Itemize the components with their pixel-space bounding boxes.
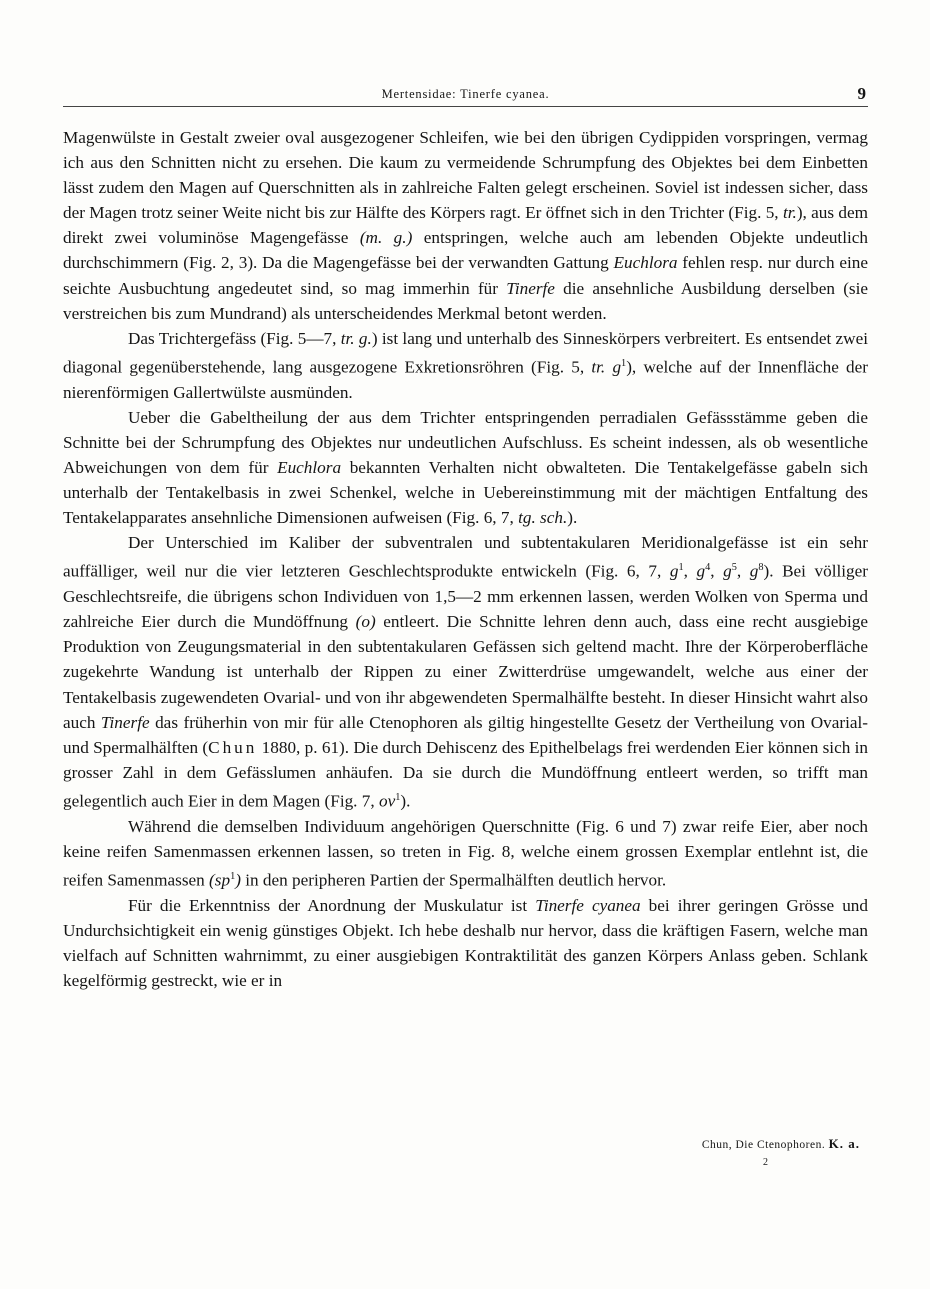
text-run: tr. g [591,357,622,377]
paragraph-2 [63,326,868,405]
text-run: ) ist lang und unterhalb des Sinneskörpers verbreitert. Es entsendet zwei diagonal gegenüberstehende, lang ausgezogene Exkretionsröhren (Fig. 5, [63,328,868,377]
text-run: 1880, p. 61). Die durch Dehiscenz des Epithelbelags frei werdenden Eier können sich in grosser Zahl in dem Gefässlumen anhäufen. Da sie durch die Mundöffnung entleert werden, so trifft man gelegentlich auch Eier in dem Magen (Fig. 7, [63,737,868,811]
text-run: g [723,562,732,582]
text-run: fehlen resp. nur durch eine seichte Ausbuchtung angedeutet sind, so mag immerhin für [63,253,868,298]
text-run: Chun [208,737,258,757]
text-run: Tinerfe [506,278,555,298]
body-text [63,125,868,993]
text-run: Während die demselben Individuum angehörigen Querschnitte (Fig. 6 und 7) zwar reife Eier, aber noch keine reifen Samenmassen erkennen lassen, so treten in Fig. 8, welche einem grossen Exemplar entlehnt ist, die reifen Samenmassen [63,816,868,890]
text-run: 1 [395,791,401,803]
page-number: 9 [857,84,866,103]
text-run: Tinerfe [100,712,150,732]
text-run: Der Unterschied im Kaliber der subventralen und subtentakularen Meridionalgefässe ist ein sehr auffälliger, weil nur die vier letzteren Geschlechtsprodukte entwickeln (Fig. 6, 7, [63,533,868,582]
text-run: g [669,562,679,582]
text-run: 1 [230,870,236,882]
paragraph-5 [63,814,868,893]
text-run: 1 [621,357,627,369]
footer-citation [63,1136,860,1152]
text-run: g [696,562,706,582]
text-run: ), aus dem direkt zwei voluminöse Magengefässe [63,203,869,248]
text-run: 8 [758,562,764,574]
citation-text: Chun, Die Ctenophoren. [701,1139,826,1151]
text-run: entspringen, welche auch am lebenden Objekte undeutlich durchschimmern (Fig. 2, 3). Da die Magengefässe bei der verwandten Gattung [63,228,868,273]
text-run: (o) [355,612,376,632]
text-run: in den peripheren Partien der Spermalhälften deutlich hervor. [240,870,667,890]
text-run: bekannten Verhalten nicht obwalteten. Die Tentakelgefässe gabeln sich unterhalb der Tentakelbasis in zwei Schenkel, welche in Uebereinstimmung mit der mächtigen Entfaltung des Tentakelapparates ansehnliche Dimensionen aufweisen (Fig. 6, 7, [63,457,869,528]
text-run: (sp [209,870,231,890]
signature-mark: 2 [763,1157,768,1168]
text-run: ). Bei völliger Geschlechtsreife, die übrigens schon Individuen von 1,5—2 mm erkennen lassen, werden Wolken von Sperma und zahlreiche Eier durch die Mundöffnung [63,562,868,632]
text-run: 5 [731,562,737,574]
text-run: , [710,562,724,582]
paragraph-1 [63,125,868,326]
paragraph-3 [63,405,868,530]
text-run: ) [235,870,241,890]
text-run: ov [378,791,396,811]
paragraph-4 [63,530,868,814]
paragraph-6 [63,893,868,993]
text-run: Tinerfe cyanea [535,895,641,915]
text-run: , [683,562,697,582]
text-run: tg. sch. [518,508,568,528]
text-run: Ueber die Gabeltheilung der aus dem Trichter entspringenden perradialen Gefässstämme geben die Schnitte bei der Schrumpfung des Objektes nur undeutlichen Aufschluss. Es scheint indessen, als ob wesentliche Abweichungen von dem für [63,407,868,477]
text-run: Magenwülste in Gestalt zweier oval ausgezogener Schleifen, wie bei den übrigen Cydippiden vorspringen, vermag ich aus den Schnitten nicht zu ersehen. Die kaum zu vermeidende Schrumpfung des Objektes bei dem Einbetten lässt zudem den Magen auf Querschnitten als in zahlreiche Falten gelegt erscheinen. Soviel ist indessen sicher, dass der Magen trotz seiner Weite nicht bis zur Hälfte des Körpers ragt. Er öffnet sich in den Trichter (Fig. 5, [63,128,868,223]
text-run: tr. g. [340,328,372,348]
text-run: ). [400,791,411,811]
running-title: Mertensidae: Tinerfe cyanea. [381,87,550,101]
text-run: Für die Erkenntniss der Anordnung der Muskulatur ist [128,895,536,915]
text-run: Euchlora [613,253,678,273]
text-run: ), welche auf der Innenfläche der nierenförmigen Gallertwülste ausmünden. [63,357,868,402]
text-run: entleert. Die Schnitte lehren denn auch, dass eine recht ausgiebige Produktion von Zeugungsmaterial in den subtentakularen Gefässen sich geltend macht. Ihre der Körperoberfläche zugekehrte Wandung ist unterhalb der Rippen zu einer Zwitterdrüse umgewandelt, welche aus einer der Tentakelbasis zugewendeten Ovarial- und von ihr abgewendeten Spermalhälfte besteht. In dieser Hinsicht wahrt also auch [63,612,868,732]
text-run: , [736,562,750,582]
text-run: g [749,562,759,582]
text-run: 4 [705,562,711,574]
text-run: Euchlora [277,457,342,477]
text-run: tr. [782,203,797,223]
page [63,84,869,1168]
text-run: bei ihrer geringen Grösse und Undurchsichtigkeit ein wenig günstiges Objekt. Ich hebe deshalb nur hervor, dass die kräftigen Fasern, welche man vielfach auf Schnitten wahrnimmt, zu einer ausgiebigen Kontraktilität des ganzen Körpers Anlass geben. Schlank kegelförmig gestreckt, wie er in [63,895,868,991]
text-run: das früherhin von mir für alle Ctenophoren als giltig hingestellte Gesetz der Vertheilung von Ovarial- und Spermalhälften ( [63,712,868,757]
running-head [63,84,868,107]
text-run: die ansehnliche Ausbildung derselben (sie verstreichen bis zum Mundrand) als unterscheidendes Merkmal betont werden. [63,278,869,323]
text-run: ). [567,508,578,528]
text-run: Das Trichtergefäss (Fig. 5—7, [128,328,341,348]
text-run: (m. g.) [359,228,413,248]
text-run: 1 [678,562,684,574]
plate-mark: K. a. [828,1136,860,1151]
